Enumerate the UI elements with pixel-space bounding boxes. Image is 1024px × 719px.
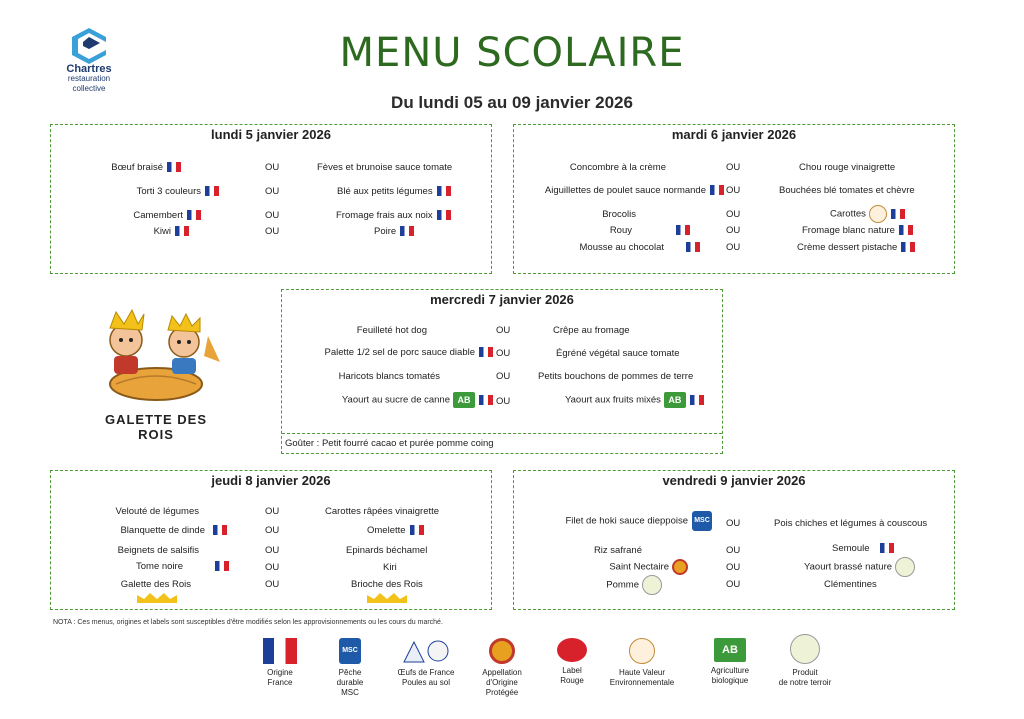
terroir-icon (895, 557, 915, 577)
menu-item: Pois chiches et légumes à couscous (774, 518, 928, 529)
legend-line: Poules au sol (401, 678, 451, 687)
day-title-mardi: mardi 6 janvier 2026 (671, 127, 797, 142)
legend-line: Origine (267, 668, 293, 677)
ou-label: OU (265, 162, 280, 173)
ab-icon: AB (714, 638, 746, 662)
ou-label: OU (265, 545, 280, 556)
ab-organic-icon: AB (664, 392, 686, 408)
menu-item: Camembert (133, 210, 201, 221)
menu-item: Carottes (830, 205, 905, 223)
ou-label: OU (265, 186, 280, 197)
menu-item: Tome noire (136, 561, 229, 572)
gouter-text: Goûter : Petit fourré cacao et purée pomme coing (285, 438, 494, 449)
menu-item: Filet de hoki sauce dieppoise MSC (565, 511, 712, 531)
legend-line: Environnementale (609, 678, 675, 687)
france-flag-icon (710, 185, 724, 195)
menu-item: Omelette (367, 525, 424, 536)
legend-line: durable (336, 678, 364, 687)
france-flag-icon (899, 225, 913, 235)
menu-item: Galette des Rois (120, 579, 191, 590)
menu-item: Riz safrané (593, 545, 642, 556)
menu-item: Palette 1/2 sel de porc sauce diable (324, 347, 493, 358)
menu-item: Fromage frais aux noix (336, 210, 451, 221)
crown-icon (367, 593, 407, 603)
ou-label: OU (726, 518, 741, 529)
menu-item: Yaourt brassé nature (804, 557, 915, 577)
france-flag-icon (891, 209, 905, 219)
gouter-divider (282, 433, 722, 434)
ou-label: OU (726, 545, 741, 556)
ou-label: OU (496, 348, 511, 359)
menu-item: Égréné végétal sauce tomate (556, 348, 680, 359)
legend-line: France (267, 678, 293, 687)
menu-item: Aiguillettes de poulet sauce normande (545, 185, 724, 196)
france-flag-icon (901, 242, 915, 252)
menu-item: Mousse au chocolat (580, 242, 701, 253)
terroir-icon (790, 634, 820, 664)
menu-item: Crème dessert pistache (797, 242, 915, 253)
menu-item: Bœuf braisé (111, 162, 181, 173)
menu-item: Chou rouge vinaigrette (799, 162, 896, 173)
france-flag-icon (690, 395, 704, 405)
legend-line: Appellation (482, 668, 522, 677)
menu-item: Torti 3 couleurs (137, 186, 219, 197)
ou-label: OU (726, 562, 741, 573)
france-flag-icon (215, 561, 229, 571)
ou-label: OU (726, 225, 741, 236)
legend-terroir (770, 634, 840, 688)
legend-line: Pêche (338, 668, 362, 677)
legend-aop (472, 638, 532, 698)
menu-item: Fromage blanc nature (802, 225, 913, 236)
ou-label: OU (265, 210, 280, 221)
legend-hve (602, 638, 682, 688)
hve-icon (869, 205, 887, 223)
menu-item: Beignets de salsifis (117, 545, 199, 556)
menu-item: Kiwi (154, 226, 189, 237)
legend-line: d'Origine (486, 678, 518, 687)
ou-label: OU (726, 162, 741, 173)
crown-icon (137, 593, 177, 603)
france-flag-icon (437, 210, 451, 220)
menu-item: Semoule (832, 543, 894, 554)
aop-icon (672, 559, 688, 575)
menu-item: Brioche des Rois (351, 579, 423, 590)
day-box-lundi (50, 124, 492, 274)
menu-item: Rouy (610, 225, 690, 236)
ou-label: OU (265, 525, 280, 536)
legend-label-rouge (544, 638, 600, 686)
menu-item: Bouchées blé tomates et chèvre (779, 185, 915, 196)
ou-label: OU (265, 562, 280, 573)
menu-item: Blanquette de dinde (120, 525, 227, 536)
menu-item: Poire (374, 226, 414, 237)
ou-label: OU (726, 185, 741, 196)
ou-label: OU (726, 579, 741, 590)
legend-origine-france (250, 638, 310, 688)
legend-line: Protégée (485, 688, 519, 697)
france-flag-icon (400, 226, 414, 236)
france-flag-icon (263, 638, 297, 664)
logo-line3: collective (72, 84, 106, 93)
day-box-vendredi (513, 470, 955, 610)
msc-icon: MSC (339, 638, 361, 664)
legend-line: Haute Valeur (618, 668, 666, 677)
day-box-jeudi (50, 470, 492, 610)
menu-item: Pomme (606, 575, 662, 595)
menu-item: Blé aux petits légumes (337, 186, 451, 197)
france-flag-icon (187, 210, 201, 220)
menu-item: Epinards béchamel (346, 545, 428, 556)
logo-line1: Chartres (66, 63, 112, 75)
page-title: MENU SCOLAIRE (339, 30, 685, 76)
ou-label: OU (265, 226, 280, 237)
legend-line: MSC (341, 688, 359, 697)
legend-line: Œufs de France (397, 668, 455, 677)
legend-line: biologique (711, 676, 749, 685)
ou-label: OU (265, 579, 280, 590)
france-flag-icon (410, 525, 424, 535)
france-flag-icon (676, 225, 690, 235)
legend-msc (320, 638, 380, 698)
legend-ab (698, 638, 762, 686)
terroir-icon (642, 575, 662, 595)
legend-line: Produit (792, 668, 818, 677)
logo-line2: restauration (67, 74, 111, 83)
menu-item: Brocolis (602, 209, 636, 220)
menu-item: Velouté de légumes (115, 506, 199, 517)
france-flag-icon (880, 543, 894, 553)
menu-item: Clémentines (824, 579, 877, 590)
legend-line: Rouge (560, 676, 584, 685)
france-flag-icon (175, 226, 189, 236)
day-box-mercredi (281, 289, 723, 454)
page-subtitle: Du lundi 05 au 09 janvier 2026 (391, 93, 633, 112)
france-flag-icon (437, 186, 451, 196)
menu-item: Petits bouchons de pommes de terre (538, 371, 694, 382)
menu-item: Yaourt au sucre de canne AB (342, 392, 493, 408)
legend-oeufs (386, 638, 466, 688)
menu-item: Yaourt aux fruits mixés AB (565, 392, 704, 408)
day-title-jeudi: jeudi 8 janvier 2026 (211, 473, 331, 488)
ou-label: OU (726, 209, 741, 220)
hve-icon (629, 638, 655, 664)
menu-item: Saint Nectaire (609, 559, 688, 575)
ou-label: OU (265, 506, 280, 517)
menu-item: Carottes râpées vinaigrette (325, 506, 440, 517)
aop-icon (489, 638, 515, 664)
day-title-vendredi: vendredi 9 janvier 2026 (662, 473, 806, 488)
nota-text: NOTA : Ces menus, origines et labels sont susceptibles d'être modifiés selon les approvisionnements ou les cours du marché. (53, 619, 443, 626)
france-flag-icon (686, 242, 700, 252)
galette-label: GALETTE DES ROIS (104, 412, 207, 442)
france-flag-icon (205, 186, 219, 196)
ou-label: OU (496, 325, 511, 336)
menu-item: Fèves et brunoise sauce tomate (317, 162, 453, 173)
ou-label: OU (726, 242, 741, 253)
france-flag-icon (479, 347, 493, 357)
eggs-icon (400, 638, 452, 664)
legend-line: Agriculture (710, 666, 750, 675)
label-rouge-icon (557, 638, 587, 662)
france-flag-icon (479, 395, 493, 405)
ou-label: OU (496, 371, 511, 382)
msc-icon: MSC (692, 511, 712, 531)
day-title-lundi: lundi 5 janvier 2026 (211, 127, 331, 142)
ab-organic-icon: AB (453, 392, 475, 408)
ou-label: OU (496, 396, 511, 407)
day-box-mardi (513, 124, 955, 274)
day-title-mercredi: mercredi 7 janvier 2026 (430, 292, 574, 307)
france-flag-icon (213, 525, 227, 535)
menu-item: Concombre à la crème (569, 162, 666, 173)
menu-item: Feuilleté hot dog (356, 325, 427, 336)
legend-line: de notre terroir (778, 678, 832, 687)
menu-item: Crêpe au fromage (553, 325, 630, 336)
france-flag-icon (167, 162, 181, 172)
menu-item: Kiri (383, 562, 397, 573)
legend-line: Label (562, 666, 582, 675)
menu-item: Haricots blancs tomatés (338, 371, 440, 382)
